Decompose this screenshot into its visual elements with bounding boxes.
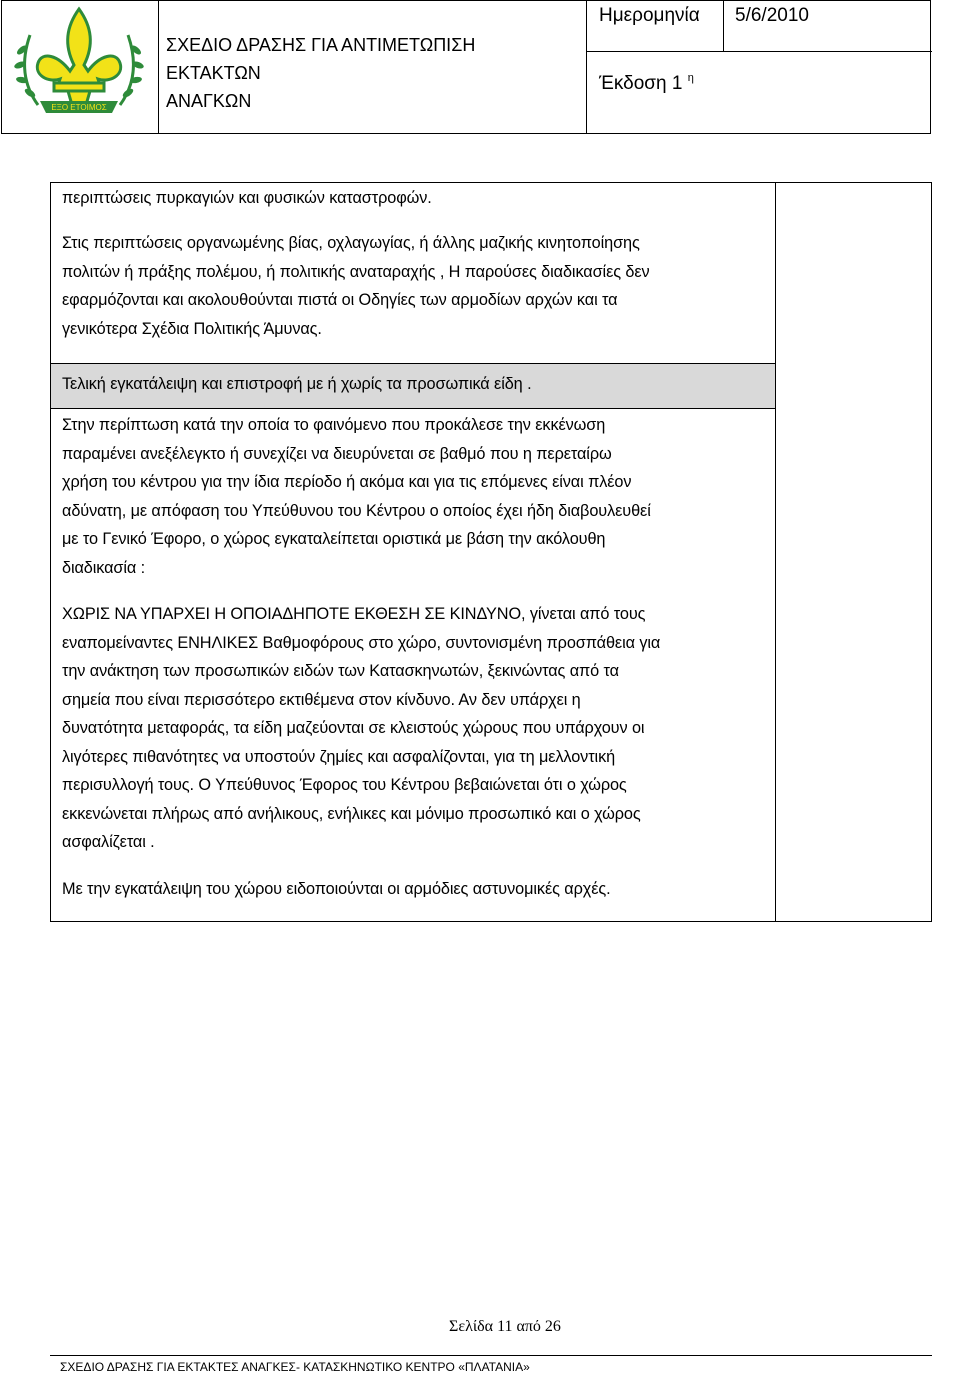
version-text: Έκδοση 1: [599, 73, 683, 94]
paragraph-2-line: γενικότερα Σχέδια Πολιτικής Άμυνας.: [62, 319, 322, 338]
paragraph-3-line: Στην περίπτωση κατά την οποία το φαινόμενο που προκάλεσε την εκκένωση: [62, 416, 606, 434]
paragraph-2: [62, 229, 772, 343]
paragraph-1: περιπτώσεις πυρκαγιών και φυσικών καταστροφών.: [62, 189, 432, 207]
paragraph-4-line: ΧΩΡΙΣ ΝΑ ΥΠΑΡΧΕΙ Η ΟΠΟΙΑΔΗΠΟΤΕ ΕΚΘΕΣΗ ΣΕ ΚΙΝΔΥΝΟ, γίνεται από τους: [62, 605, 646, 623]
paragraph-2-line: Στις περιπτώσεις οργανωμένης βίας, οχλαγωγίας, ή άλλης μαζικής κινητοποίησης: [62, 234, 640, 252]
paragraph-4-line: δυνατότητα μεταφοράς, τα είδη μαζεύονται σε κλειστούς χώρους που υπάρχουν οι: [62, 719, 645, 737]
section-heading: Τελική εγκατάλειψη και επιστροφή με ή χωρίς τα προσωπικά είδη .: [62, 375, 532, 393]
date-label-cell: [586, 1, 724, 52]
header-table: [1, 0, 931, 134]
content-table: [50, 182, 932, 922]
paragraph-3-line: με το Γενικό Έφορο, ο χώρος εγκαταλείπεται οριστικά με βάση την ακόλουθη: [62, 530, 606, 548]
paragraph-2-line: πολιτών ή πράξης πολέμου, ή πολιτικής αναταραχής , Η παρούσες διαδικασίες δεν: [62, 262, 650, 281]
paragraph-4-line: ασφαλίζεται .: [62, 833, 155, 851]
document-title: [166, 31, 566, 115]
paragraph-4-line: περισυλλογή τους. Ο Υπεύθυνος Έφορος του Κέντρου βεβαιώνεται ότι ο χώρος: [62, 776, 627, 794]
footer-text: ΣΧΕΔΙΟ ΔΡΑΣΗΣ ΓΙΑ ΕΚΤΑΚΤΕΣ ΑΝΑΓΚΕΣ- ΚΑΤΑΣΚΗΝΩΤΙΚΟ ΚΕΝΤΡΟ «ΠΛΑΤΑΝΙΑ»: [60, 1360, 530, 1374]
paragraph-4-line: εναπομείναντες ΕΝΗΛΙΚΕΣ Βαθμοφόρους στο χώρο, συντονισμένη προσπάθεια για: [62, 633, 661, 652]
paragraph-4-line: την ανάκτηση των προσωπικών ειδών των Κατασκηνωτών, ξεκινώντας από τα: [62, 662, 619, 680]
date-value-cell: [723, 1, 932, 52]
version-superscript: η: [687, 72, 694, 84]
version-cell: [586, 52, 933, 133]
paragraph-3-line: διαδικασία :: [62, 558, 146, 577]
date-label: Ημερομηνία: [599, 5, 700, 26]
column-divider: [775, 183, 776, 921]
paragraph-4-line: εκκενώνεται πλήρως από ανήλικους, ενήλικες και μόνιμο προσωπικό και ο χώρος: [62, 804, 641, 823]
date-value: 5/6/2010: [735, 5, 809, 26]
title-line-1: ΣΧΕΔΙΟ ΔΡΑΣΗΣ ΓΙΑ ΑΝΤΙΜΕΤΩΠΙΣΗ ΕΚΤΑΚΤΩΝ: [166, 35, 476, 83]
paragraph-4: [62, 600, 772, 857]
paragraph-2-line: εφαρμόζονται και ακολουθούνται πιστά οι Οδηγίες των αρμοδίων αρχών και τα: [62, 291, 618, 309]
paragraph-4-line: λιγότερες πιθανότητες να υποστούν ζημίες και ασφαλίζονται, για τη μελλοντική: [62, 747, 616, 766]
scout-fleur-de-lis-logo: [8, 5, 150, 129]
paragraph-3-line: χρήση του κέντρου για την ίδια περίοδο ή ακόμα και για τις επόμενες είναι πλέον: [62, 473, 632, 491]
paragraph-5: Με την εγκατάλειψη του χώρου ειδοποιούνται οι αρμόδιες αστυνομικές αρχές.: [62, 880, 611, 898]
section-heading-row: [51, 363, 775, 409]
paragraph-4-line: σημεία που είναι περισσότερο εκτιθέμενα στον κίνδυνο. Αν δεν υπάρχει η: [62, 690, 581, 709]
paragraph-3: [62, 411, 772, 582]
logo-cell: [2, 1, 159, 133]
footer-divider: [50, 1355, 932, 1356]
page-number: Σελίδα 11 από 26: [449, 1318, 561, 1335]
paragraph-3-line: παραμένει ανεξέλεγκτο ή συνεχίζει να διευρύνεται σε βαθμό που η περεταίρω: [62, 444, 612, 463]
title-line-2: ΑΝΑΓΚΩΝ: [166, 91, 252, 111]
version-label: [599, 72, 694, 95]
logo-motto: ΕΞΟ ΕΤΟΙΜΟΣ: [51, 103, 107, 112]
paragraph-3-line: αδύνατη, με απόφαση του Υπεύθυνου του Κέντρου ο οποίος έχει ήδη διαβουλευθεί: [62, 501, 651, 520]
